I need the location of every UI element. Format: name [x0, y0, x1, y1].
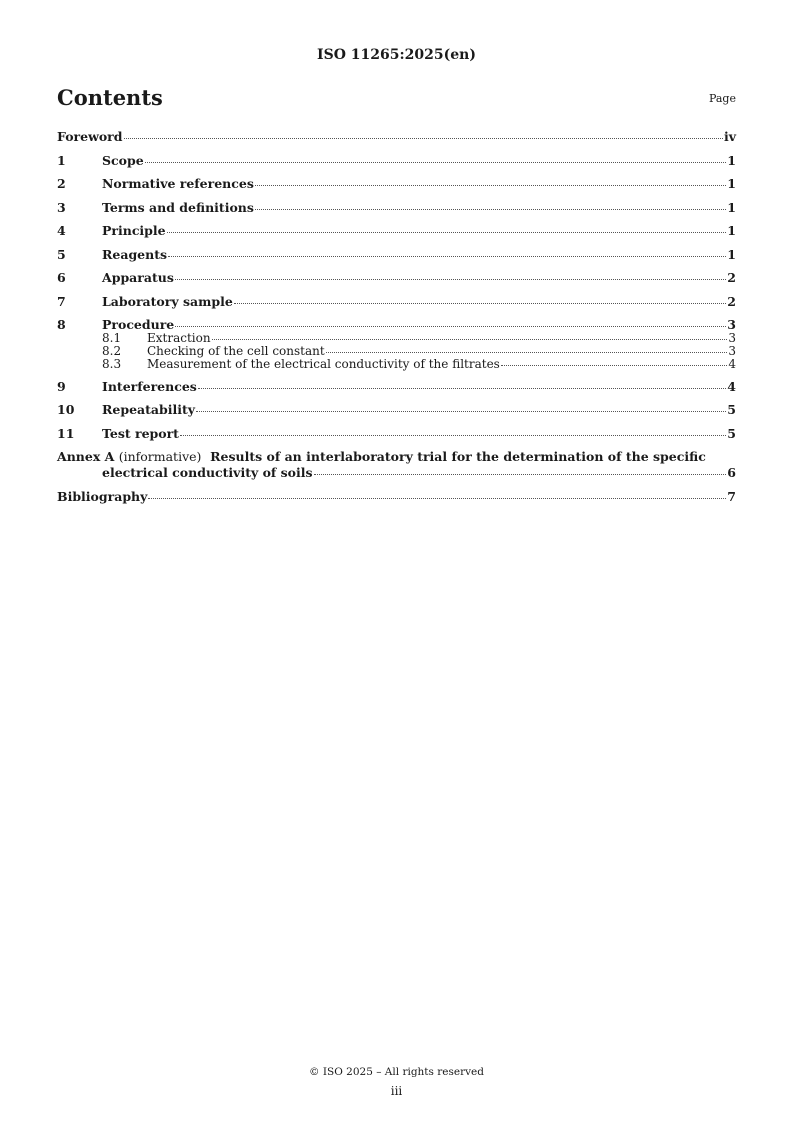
toc-number: 11	[57, 425, 75, 441]
toc-number: 8.2	[102, 344, 122, 358]
dot-leader	[175, 326, 726, 327]
dot-leader	[255, 185, 726, 186]
toc-title: Apparatus	[102, 270, 174, 285]
toc-number: 4	[57, 223, 66, 238]
toc-number: 3	[57, 199, 66, 215]
toc-page: 1	[727, 199, 736, 215]
toc-entry-clause-5[interactable]	[57, 247, 736, 263]
toc-page: 3	[728, 331, 736, 345]
toc-title: Laboratory sample	[102, 293, 233, 309]
toc-title: Normative references	[102, 176, 254, 191]
toc-title: Bibliography	[57, 488, 148, 504]
toc-title: Measurement of the electrical conductivity of the filtrates	[147, 357, 500, 371]
dot-leader	[212, 339, 728, 340]
annex-title-line1: Results of an interlaboratory trial for the determination of the specific	[210, 449, 706, 464]
table-of-contents	[57, 129, 736, 505]
toc-number: 8.1	[102, 331, 122, 345]
annex-title-continuation	[57, 465, 736, 481]
annex-label: Annex A	[57, 449, 115, 464]
toc-title: Terms and definitions	[102, 199, 254, 215]
dot-leader	[314, 474, 727, 475]
dot-leader	[167, 232, 727, 233]
dot-leader	[234, 303, 727, 304]
toc-title: Extraction	[147, 331, 211, 345]
toc-title: Procedure	[102, 317, 175, 332]
dot-leader	[196, 411, 726, 412]
toc-page: 2	[727, 293, 736, 309]
toc-page: 1	[727, 176, 736, 191]
annex-title-line2: electrical conductivity of soils	[102, 465, 313, 480]
toc-title: Reagents	[102, 246, 168, 262]
dot-leader	[148, 498, 726, 499]
dot-leader	[180, 435, 726, 436]
dot-leader	[198, 388, 726, 389]
toc-number: 1	[57, 152, 66, 168]
document-id: ISO 11265:2025(en)	[317, 47, 476, 63]
dot-leader	[326, 352, 728, 353]
toc-page: 4	[727, 378, 736, 394]
dot-leader	[175, 279, 726, 280]
toc-page: 1	[727, 246, 736, 262]
toc-entry-bibliography[interactable]	[57, 489, 736, 505]
toc-entry-clause-11[interactable]	[57, 426, 736, 442]
dot-leader	[501, 365, 728, 366]
page-number: iii	[390, 1084, 403, 1098]
toc-title: Principle	[102, 223, 166, 238]
toc-entry-clause-2[interactable]	[57, 176, 736, 192]
toc-entry-clause-1[interactable]	[57, 153, 736, 169]
copyright-notice: © ISO 2025 – All rights reserved	[309, 1066, 484, 1078]
toc-title: Repeatability	[102, 402, 196, 417]
annex-type: (informative)	[118, 449, 202, 464]
toc-page: 5	[727, 425, 736, 441]
toc-number: 10	[57, 402, 75, 417]
toc-entry-clause-9[interactable]	[57, 379, 736, 395]
toc-page: 1	[727, 152, 736, 168]
contents-title: Contents	[57, 85, 163, 110]
toc-page: iv	[723, 129, 736, 144]
toc-page: 6	[727, 465, 736, 480]
toc-number: 9	[57, 378, 66, 394]
toc-entry-clause-6[interactable]	[57, 270, 736, 286]
toc-page: 1	[727, 223, 736, 238]
toc-entry-clause-7[interactable]	[57, 294, 736, 310]
toc-title: Checking of the cell constant	[147, 344, 325, 358]
toc-entry-annex-a[interactable]	[57, 449, 736, 481]
toc-number: 6	[57, 270, 66, 285]
toc-number: 2	[57, 176, 66, 191]
toc-entry-clause-3[interactable]	[57, 200, 736, 216]
toc-number: 5	[57, 246, 66, 262]
dot-leader	[168, 256, 726, 257]
toc-number: 8	[57, 317, 66, 332]
toc-number: 8.3	[102, 357, 122, 371]
toc-page: 4	[728, 357, 736, 371]
toc-title: Scope	[102, 152, 144, 168]
toc-entry-foreword[interactable]	[57, 129, 736, 145]
page-column-label: Page	[708, 92, 736, 105]
dot-leader	[255, 209, 726, 210]
toc-entry-clause-10[interactable]	[57, 402, 736, 418]
toc-number: 7	[57, 293, 66, 309]
toc-page: 5	[727, 402, 736, 417]
toc-title: Interferences	[102, 378, 197, 394]
toc-title: Foreword	[57, 129, 123, 144]
annex-heading-line	[57, 449, 736, 465]
toc-title: Test report	[102, 425, 179, 441]
toc-page: 2	[727, 270, 736, 285]
toc-entry-subclause-8-3[interactable]	[57, 358, 736, 371]
toc-page: 7	[727, 488, 736, 504]
dot-leader	[145, 162, 727, 163]
toc-entry-clause-4[interactable]	[57, 223, 736, 239]
dot-leader	[124, 138, 723, 139]
toc-page: 3	[728, 344, 736, 358]
toc-page: 3	[727, 317, 736, 332]
